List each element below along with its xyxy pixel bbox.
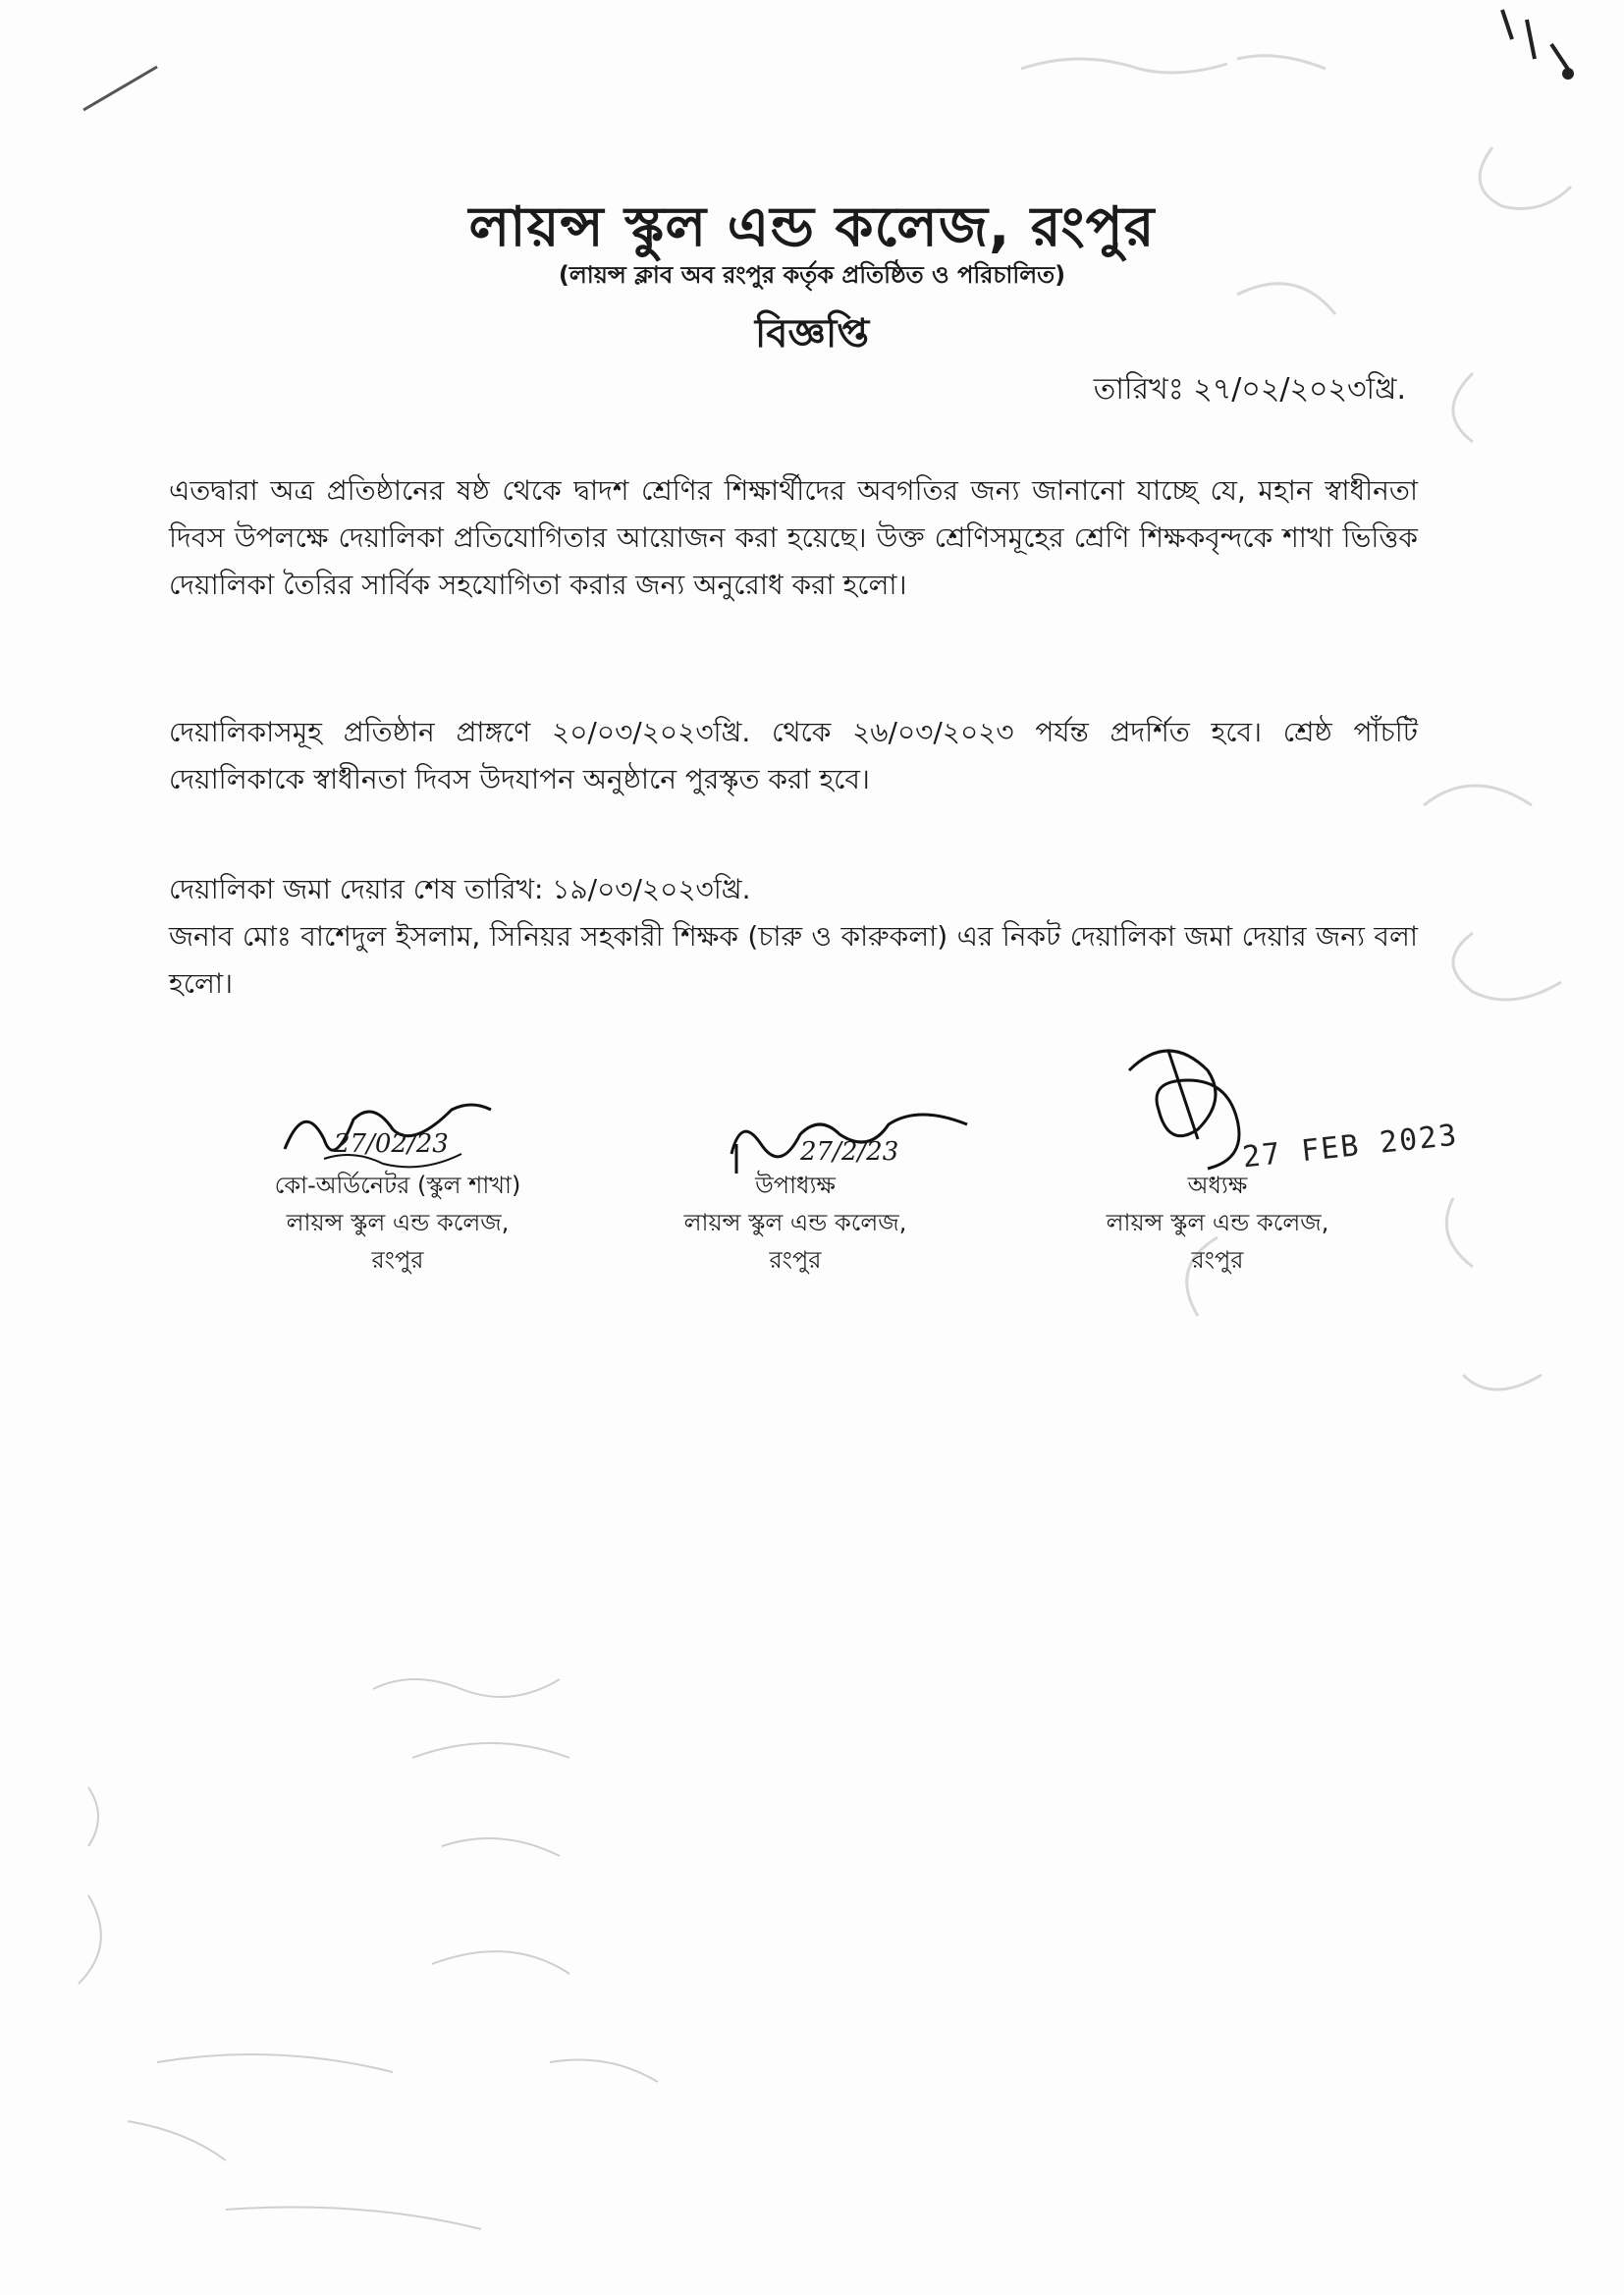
coordinator-signature-block: [211, 1167, 584, 1279]
vice-principal-signature-block: [609, 1167, 982, 1279]
vice-principal-org: লায়ন্স স্কুল এন্ড কলেজ,: [683, 1209, 907, 1236]
submission-line: জনাব মোঃ বাশেদুল ইসলাম, সিনিয়র সহকারী শিক্ষক (চারু ও কারুকলা) এর নিকট দেয়ালিকা জমা দেয়ার জন্য বলা হলো।: [169, 920, 1418, 1000]
body-paragraph-1: এতদ্বারা অত্র প্রতিষ্ঠানের ষষ্ঠ থেকে দ্বাদশ শ্রেণির শিক্ষার্থীদের অবগতির জন্য জানানো যাচ্ছে যে, মহান স্বাধীনতা দিবস উপলক্ষে দেয়ালিকা প্রতিযোগিতার আয়োজন করা হয়েছে। উক্ত শ্রেণিসমূহের শ্রেণি শিক্ষকবৃন্দকে শাখা ভিত্তিক দেয়ালিকা তৈরির সার্বিক সহযোগিতা করার জন্য অনুরোধ করা হলো।: [169, 474, 1418, 601]
coordinator-city: রংপুর: [371, 1246, 424, 1274]
body-paragraph-3: [169, 866, 1418, 1008]
notice-heading: বিজ্ঞপ্তি: [754, 311, 870, 356]
notice-date: তারিখঃ ২৭/০২/২০২৩খ্রি.: [1093, 372, 1406, 407]
principal-org: লায়ন্স স্কুল এন্ড কলেজ,: [1106, 1209, 1329, 1236]
received-date-stamp: 27 FEB 2023: [1240, 1118, 1460, 1175]
institution-title: লায়ন্স স্কুল এন্ড কলেজ, রংপুর: [468, 195, 1156, 259]
institution-subtitle: (লায়ন্স ক্লাব অব রংপুর কর্তৃক প্রতিষ্ঠিত ও পরিচালিত): [558, 261, 1066, 289]
vice-principal-title: উপাধ্যক্ষ: [755, 1172, 836, 1199]
principal-signature-block: [1031, 1167, 1404, 1279]
deadline-line: দেয়ালিকা জমা দেয়ার শেষ তারিখ: ১৯/০৩/২০২৩খ্রি.: [169, 873, 751, 905]
body-paragraph-2: দেয়ালিকাসমূহ প্রতিষ্ঠান প্রাঙ্গণে ২০/০৩/২০২৩খ্রি. থেকে ২৬/০৩/২০২৩ পর্যন্ত প্রদর্শিত হবে। শ্রেষ্ঠ পাঁচটি দেয়ালিকাকে স্বাধীনতা দিবস উদযাপন অনুষ্ঠানে পুরস্কৃত করা হবে।: [169, 716, 1418, 795]
principal-title: অধ্যক্ষ: [1187, 1172, 1248, 1199]
coordinator-handwritten-date: 27/02/23: [334, 1129, 449, 1159]
coordinator-title: কো-অর্ডিনেটর (স্কুল শাখা): [274, 1172, 521, 1199]
vice-principal-city: রংপুর: [769, 1246, 822, 1274]
vice-principal-handwritten-date: 27/2/23: [800, 1137, 899, 1167]
coordinator-org: লায়ন্স স্কুল এন্ড কলেজ,: [286, 1209, 510, 1236]
principal-city: রংপুর: [1191, 1246, 1244, 1274]
